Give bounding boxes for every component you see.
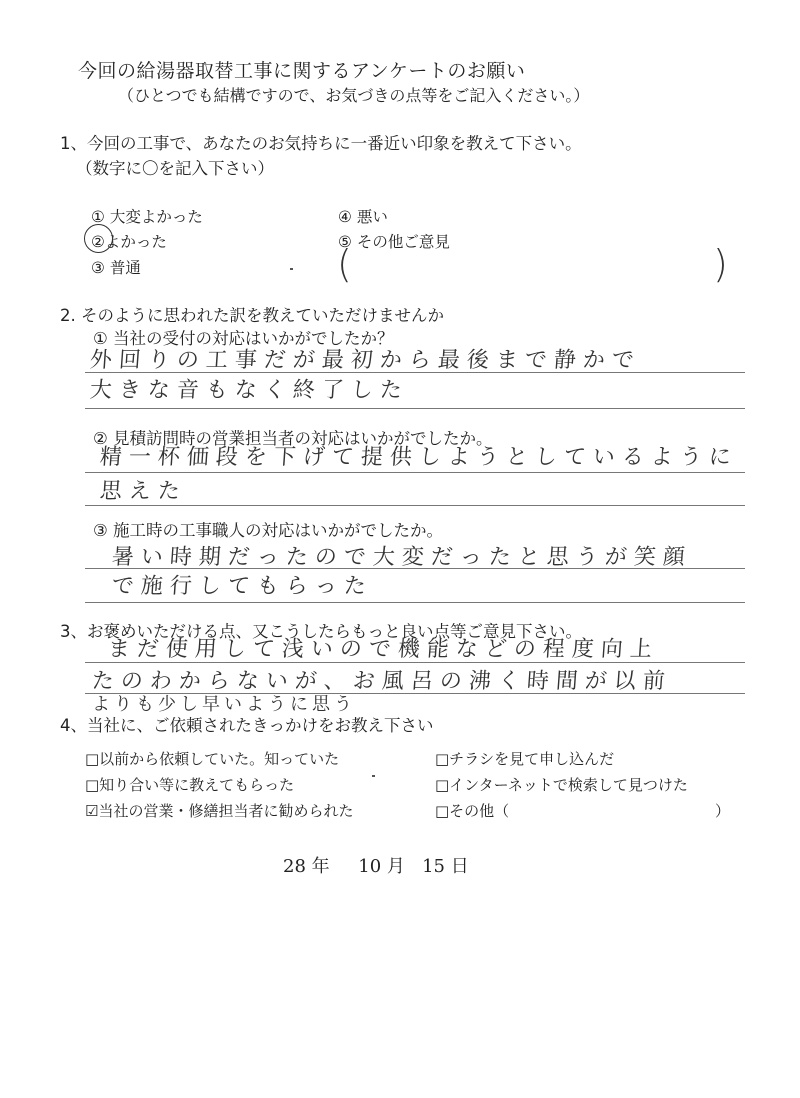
date-year-unit: 年 xyxy=(311,856,330,877)
q2-sub2-answer-line2: 思えた xyxy=(98,479,188,504)
selected-circle-mark xyxy=(84,224,113,253)
stray-mark xyxy=(290,268,293,270)
q1-option-2[interactable]: ②よかった xyxy=(91,233,167,251)
q4-question: 4、当社に、ご依頼されたきっかけをお教え下さい xyxy=(60,716,434,735)
answer-rule xyxy=(85,505,745,506)
date-year: 28 xyxy=(283,856,306,877)
q1-option-3[interactable]: ③ 普通 xyxy=(91,259,141,277)
survey-title: 今回の給湯器取替工事に関するアンケートのお願い xyxy=(78,60,526,82)
q2-sub3-label: ③ 施工時の工事職人の対応はいかがでしたか。 xyxy=(93,521,444,540)
q3-answer-line3: よりも少し早いように思う xyxy=(92,694,356,715)
answer-rule xyxy=(85,662,745,663)
stray-mark xyxy=(372,775,375,777)
q2-question: 2. そのように思われた訳を教えていただけませんか xyxy=(60,306,444,325)
q2-sub2-answer-line1: 精一杯価段を下げて提供しようとしているように xyxy=(98,445,739,470)
date-line xyxy=(283,852,469,878)
q3-question: 3、お褒めいただける点、又こうしたらもっと良い点等ご意見下さい。 xyxy=(60,622,582,641)
q3-answer-line2: たのわからないが、お風呂の沸く時間が以前 xyxy=(90,669,673,694)
q4-option-internet[interactable]: □インターネットで検索して見つけた xyxy=(435,776,688,794)
q4-option-known[interactable]: □以前から依頼していた。知っていた xyxy=(85,750,340,768)
q2-sub1-answer-line2: 大きな音もなく終了した xyxy=(88,378,410,403)
q4-other-close-paren: ） xyxy=(715,802,731,820)
date-month: 10 xyxy=(358,856,382,877)
q2-sub1-answer-line1: 外回りの工事だが最初から最後まで静かで xyxy=(88,348,642,373)
answer-rule xyxy=(85,472,745,473)
date-day-unit: 日 xyxy=(450,856,469,877)
q1-option-1[interactable]: ① 大変よかった xyxy=(91,208,203,226)
q2-sub1-label: ① 当社の受付の対応はいかがでしたか？ xyxy=(93,329,394,348)
q2-sub2-label: ② 見積訪問時の営業担当者の対応はいかがでしたか。 xyxy=(93,429,493,448)
date-day: 15 xyxy=(422,856,445,877)
q2-sub3-answer-line2: で施行してもらった xyxy=(110,574,374,599)
q4-option-referral[interactable]: □知り合い等に教えてもらった xyxy=(85,776,295,794)
q1-open-paren: ( xyxy=(337,242,352,286)
answer-rule xyxy=(85,602,745,603)
q1-option-4[interactable]: ④ 悪い xyxy=(338,208,388,226)
q1-question: 1、今回の工事で、あなたのお気持ちに一番近い印象を教えて下さい。 xyxy=(60,134,582,153)
q2-sub3-answer-line1: 暑い時期だったので大変だったと思うが笑顔 xyxy=(110,545,693,570)
q4-option-other[interactable]: □その他（ xyxy=(435,802,510,820)
survey-subtitle: （ひとつでも結構ですので、お気づきの点等をご記入ください。） xyxy=(118,86,590,105)
q1-option-5[interactable]: ⑤ その他ご意見 xyxy=(338,233,450,251)
q1-note: （数字に〇を記入下さい） xyxy=(76,159,274,178)
answer-rule xyxy=(85,408,745,409)
q1-close-paren: ) xyxy=(713,242,728,286)
date-month-unit: 月 xyxy=(386,856,405,877)
q3-answer-line1: まだ使用して浅いので機能などの程度向上 xyxy=(106,637,660,662)
q4-option-flyer[interactable]: □チラシを見て申し込んだ xyxy=(435,750,615,768)
q4-option-sales-rep[interactable]: ☑当社の営業・修繕担当者に勧められた xyxy=(85,802,354,820)
